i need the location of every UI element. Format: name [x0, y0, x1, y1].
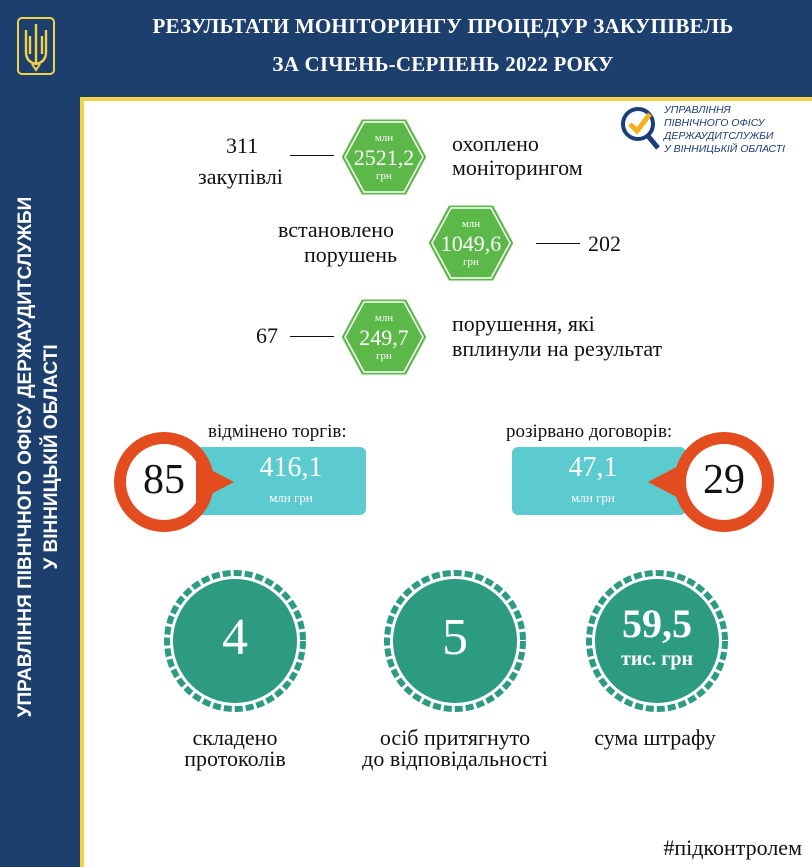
hex3-desc-line1: порушення, які: [452, 311, 595, 336]
terminated-label: розірвано договорів:: [506, 421, 673, 442]
page-title-line1: РЕЗУЛЬТАТИ МОНІТОРИНГУ ПРОЦЕДУР ЗАКУПІВЕЛЬ: [152, 14, 734, 38]
circle-2-caption-line1: осіб притягнуто: [379, 725, 531, 750]
hex3-desc-line2: вплинули на результат: [452, 336, 663, 361]
hex2-unit-top: млн: [461, 218, 481, 230]
hex2-connector: [536, 243, 580, 244]
hex-badge-3: [338, 296, 430, 378]
trident-icon: [16, 16, 56, 76]
hex2-label-line1: встановлено: [278, 217, 395, 242]
terminated-value: 47,1: [568, 452, 618, 483]
hex1-desc-line1: охоплено: [452, 131, 539, 156]
hex1-count: 311: [226, 133, 259, 158]
logo-line2: ПІВНІЧНОГО ОФІСУ: [664, 117, 765, 129]
hex2-value: 1049,6: [440, 231, 502, 256]
checkmark-magnifier-icon: [618, 104, 662, 156]
hex1-unit-bottom: грн: [376, 170, 392, 182]
circle-1-value: 4: [222, 609, 248, 666]
sidebar-caption-line1: УПРАВЛІННЯ ПІВНІЧНОГО ОФІСУ ДЕРЖАУДИТСЛУЖБИ: [15, 196, 36, 718]
hex2-unit-bottom: грн: [463, 256, 479, 268]
hex3-unit-bottom: грн: [376, 350, 392, 362]
hex1-desc-line2: моніторингом: [452, 155, 583, 180]
circle-2-caption-line2: до відповідальності: [362, 746, 548, 771]
hex3-connector: [290, 336, 334, 337]
circle-2-value: 5: [442, 609, 468, 666]
audit-logo: [618, 104, 808, 158]
hex1-value: 2521,2: [353, 145, 415, 170]
cancelled-value: 416,1: [259, 452, 323, 483]
page-title-line2: ЗА СІЧЕНЬ-СЕРПЕНЬ 2022 РОКУ: [272, 52, 614, 76]
hex3-unit-top: млн: [374, 312, 394, 324]
sidebar-caption-line2: У ВІННИЦЬКІЙ ОБЛАСТІ: [41, 344, 62, 570]
hex1-connector: [290, 155, 334, 156]
cancelled-unit: млн грн: [269, 490, 313, 505]
hex3-count: 67: [256, 323, 278, 348]
logo-line1: УПРАВЛІННЯ: [664, 104, 731, 116]
hex2-count: 202: [588, 231, 621, 256]
hex2-label-line2: порушень: [304, 242, 397, 267]
circle-3-value-unit: тис. грн: [621, 648, 693, 670]
logo-line4: У ВІННИЦЬКІЙ ОБЛАСТІ: [664, 143, 786, 155]
hex-badge-2: [425, 202, 517, 284]
logo-line3: ДЕРЖАУДИТСЛУЖБИ: [664, 130, 774, 142]
cancelled-count: 85: [143, 457, 185, 503]
hashtag: #підконтролем: [663, 835, 802, 860]
terminated-count: 29: [703, 457, 745, 503]
terminated-unit: млн грн: [571, 490, 615, 505]
cancelled-label: відмінено торгів:: [208, 421, 347, 442]
hex1-label: закупівлі: [198, 164, 283, 189]
hex3-value: 249,7: [359, 325, 409, 350]
hex1-unit-top: млн: [374, 132, 394, 144]
circle-3-caption-line1: сума штрафу: [594, 725, 716, 750]
sidebar-caption: [13, 77, 87, 837]
circle-1-caption-line1: складено: [192, 725, 278, 750]
hex-badge-1: [338, 116, 430, 198]
circle-1-caption-line2: протоколів: [184, 746, 286, 771]
circle-3-value: 59,5: [622, 601, 692, 646]
